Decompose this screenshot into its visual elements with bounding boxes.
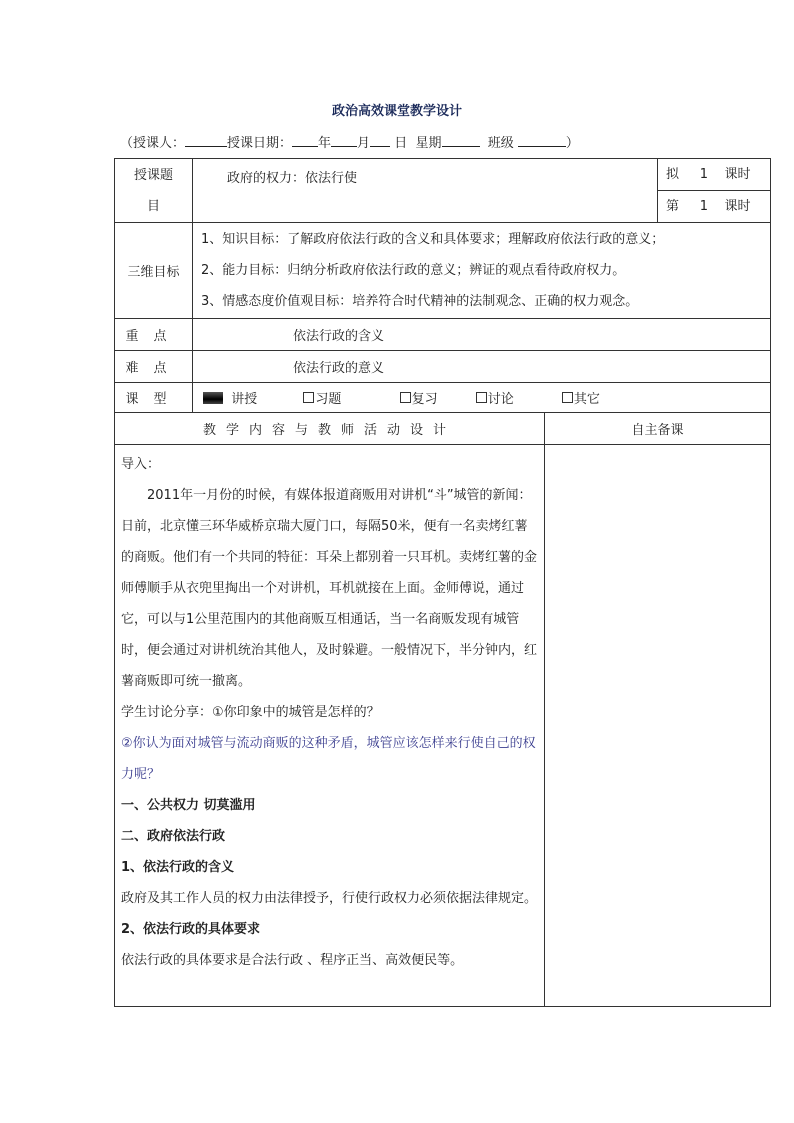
content-header: 教学内容与教师活动设计 bbox=[115, 413, 545, 445]
discussion-question-2: ②你认为面对城管与流动商贩的这种矛盾，城管应该怎样来行使自己的权力呢？ bbox=[121, 736, 536, 782]
lesson-type-discussion-label: 讨论 bbox=[487, 392, 514, 407]
topic-value-cell bbox=[193, 159, 658, 223]
checkbox-icon bbox=[400, 392, 411, 403]
class-label: 班级 bbox=[487, 136, 514, 151]
lesson-seq-label: 第 bbox=[666, 199, 680, 214]
content-header-row bbox=[115, 413, 771, 445]
close-paren: ） bbox=[565, 136, 579, 151]
prep-notes-cell[interactable] bbox=[545, 445, 771, 1007]
objectives-row bbox=[115, 223, 771, 319]
lesson-type-options bbox=[193, 383, 771, 413]
prep-header: 自主备课 bbox=[545, 413, 771, 445]
checkbox-icon bbox=[303, 392, 314, 403]
subsection-heading-2: 2、依法行政的具体要求 bbox=[121, 922, 261, 937]
section-heading-1: 一、公共权力 切莫滥用 bbox=[121, 798, 256, 813]
topic-row-1 bbox=[115, 159, 771, 191]
week-label: 星期 bbox=[415, 136, 442, 151]
section-heading-2: 二、政府依法行政 bbox=[121, 829, 226, 844]
intro-label: 导入： bbox=[121, 457, 161, 472]
planned-hours-unit: 课时 bbox=[724, 167, 751, 182]
lesson-type-review[interactable] bbox=[400, 388, 438, 407]
lesson-type-discussion[interactable] bbox=[476, 388, 514, 407]
difficult-point-row bbox=[115, 351, 771, 383]
topic-label-line1: 授课题 bbox=[133, 167, 173, 183]
subsection-heading-1: 1、依法行政的含义 bbox=[121, 860, 235, 875]
difficult-point-label: 难点 bbox=[115, 351, 193, 383]
definition-paragraph: 政府及其工作人员的权力由法律授予，行使行政权力必须依据法律规定。 bbox=[121, 891, 538, 906]
lesson-seq-value: 1 bbox=[699, 199, 708, 214]
lesson-type-label: 课型 bbox=[115, 383, 193, 413]
content-row bbox=[115, 445, 771, 1007]
objective-knowledge: 1、知识目标：了解政府依法行政的含义和具体要求；理解政府依法行政的意义； bbox=[201, 232, 665, 247]
date-label: 授课日期： bbox=[227, 136, 293, 151]
objectives-label: 三维目标 bbox=[115, 223, 193, 319]
key-point-value: 依法行政的含义 bbox=[193, 319, 771, 351]
month-blank bbox=[331, 134, 357, 147]
discussion-question-1: 学生讨论分享：①你印象中的城管是怎样的？ bbox=[121, 705, 380, 720]
planned-hours-label: 拟 bbox=[666, 167, 680, 182]
day-blank bbox=[370, 134, 390, 147]
lesson-type-review-label: 复习 bbox=[411, 392, 438, 407]
topic-label-line2: 目 bbox=[146, 198, 160, 214]
lesson-type-row bbox=[115, 383, 771, 413]
week-blank bbox=[442, 134, 480, 147]
lesson-seq-cell bbox=[658, 191, 771, 223]
lesson-type-other[interactable] bbox=[562, 388, 600, 407]
difficult-point-value: 依法行政的意义 bbox=[193, 351, 771, 383]
lesson-info-line bbox=[120, 134, 579, 153]
lesson-plan-table bbox=[114, 158, 771, 1007]
month-label: 月 bbox=[357, 136, 371, 151]
lesson-type-exercise[interactable] bbox=[303, 388, 341, 407]
lesson-type-other-label: 其它 bbox=[573, 392, 600, 407]
checkbox-icon bbox=[562, 392, 573, 403]
planned-hours-value: 1 bbox=[699, 167, 708, 182]
key-point-label: 重点 bbox=[115, 319, 193, 351]
lesson-type-exercise-label: 习题 bbox=[315, 392, 342, 407]
topic-value: 政府的权力：依法行使 bbox=[227, 171, 358, 186]
teacher-label: （授课人： bbox=[120, 136, 186, 151]
lesson-type-lecture[interactable] bbox=[203, 388, 257, 407]
class-blank bbox=[518, 134, 566, 147]
key-point-row bbox=[115, 319, 771, 351]
intro-text: 2011年一月份的时候，有媒体报道商贩用对讲机“斗”城管的新闻：日前，北京懂三环华威桥京瑞大厦门口，每隔50米，便有一名卖烤红薯的商贩。他们有一个共同的特征：耳朵上都别着一只耳机。卖烤红薯的金师傅顺手从衣兜里掏出一个对讲机，耳机就接在上面。金师傅说，通过它，可以与1公里范围内的其他商贩互相通话，当一名商贩发现有城管时，便会通过对讲机统治其他人，及时躲避。一般情况下，半分钟内，红薯商贩即可统一撤离。 bbox=[121, 488, 538, 689]
objectives-cell bbox=[193, 223, 771, 319]
topic-label-cell bbox=[115, 159, 193, 223]
planned-hours-cell bbox=[658, 159, 771, 191]
day-label: 日 bbox=[394, 136, 408, 151]
checked-box-icon bbox=[203, 392, 223, 404]
teaching-content bbox=[115, 445, 545, 1007]
objective-attitude: 3、情感态度价值观目标：培养符合时代精神的法制观念、正确的权力观念。 bbox=[201, 294, 639, 309]
year-label: 年 bbox=[318, 136, 332, 151]
page-title: 政治高效课堂教学设计 bbox=[331, 104, 462, 119]
year-blank bbox=[292, 134, 318, 147]
lesson-seq-unit: 课时 bbox=[724, 199, 751, 214]
lesson-type-lecture-label: 讲授 bbox=[231, 392, 258, 407]
teacher-blank bbox=[185, 134, 227, 147]
checkbox-icon bbox=[476, 392, 487, 403]
requirements-paragraph: 依法行政的具体要求是合法行政 、程序正当、高效便民等。 bbox=[121, 953, 464, 968]
objective-ability: 2、能力目标：归纳分析政府依法行政的意义；辨证的观点看待政府权力。 bbox=[201, 263, 626, 278]
